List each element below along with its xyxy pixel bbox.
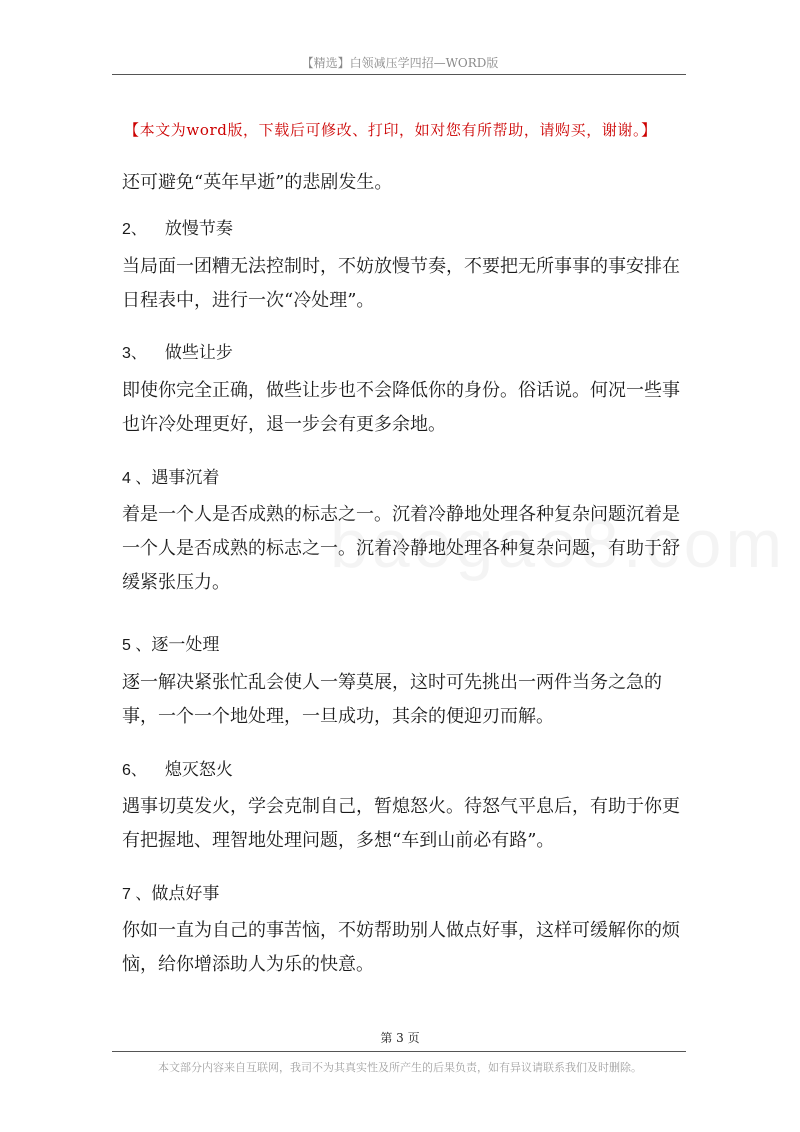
section-title: 熄灭怒火 <box>164 760 233 780</box>
section-paragraph-4: 着是一个人是否成熟的标志之一。沉着冷静地处理各种复杂问题沉着是一个人是否成熟的标志之一。沉着冷静地处理各种复杂问题，有助于舒缓紧张压力。 <box>122 504 680 593</box>
section-paragraph-5: 逐一解决紧张忙乱会使人一筹莫展，这时可先挑出一两件当务之急的事，一个一个地处理，一旦成功，其余的便迎刃而解。 <box>122 672 662 727</box>
download-notice: 【本文为word版，下载后可修改、打印，如对您有所帮助，请购买，谢谢。】 <box>124 121 657 139</box>
section-paragraph-6: 遇事切莫发火，学会克制自己，暂熄怒火。待怒气平息后，有助于你更有把握地、理智地处理问题，多想“车到山前必有路”。 <box>122 796 680 851</box>
section-title: 遇事沉着 <box>151 468 220 488</box>
section-heading-5 <box>122 630 219 655</box>
section-number: 3、 <box>122 345 147 362</box>
section-title: 做些让步 <box>164 343 233 363</box>
section-heading-3 <box>122 338 233 363</box>
section-title: 做点好事 <box>151 884 220 904</box>
section-paragraph-7: 你如一直为自己的事苦恼，不妨帮助别人做点好事，这样可缓解你的烦恼，给你增添助人为乐的快意。 <box>122 920 680 975</box>
footer-divider <box>112 1051 686 1052</box>
intro-paragraph: 还可避免“英年早逝”的悲剧发生。 <box>122 172 393 193</box>
section-number: 2、 <box>122 221 147 238</box>
disclaimer-note: 本文部分内容来自互联网，我司不为其真实性及所产生的后果负责，如有异议请联系我们及时删除。 <box>158 1061 642 1074</box>
header-title: 【精选】白领减压学四招—WORD版 <box>301 56 499 70</box>
section-heading-6 <box>122 755 233 780</box>
section-paragraph-2: 当局面一团糟无法控制时，不妨放慢节奏，不要把无所事事的事安排在日程表中，进行一次“冷处理”。 <box>122 256 680 311</box>
section-number: 4 、 <box>122 470 152 487</box>
section-title: 放慢节奏 <box>164 219 233 239</box>
section-number: 7 、 <box>122 886 152 903</box>
page-number: 第 3 页 <box>380 1031 420 1045</box>
section-heading-2 <box>122 214 233 239</box>
section-number: 6、 <box>122 762 147 779</box>
section-heading-4 <box>122 463 219 488</box>
section-paragraph-3: 即使你完全正确，做些让步也不会降低你的身份。俗话说。何况一些事也许冷处理更好，退一步会有更多余地。 <box>122 380 680 435</box>
section-title: 逐一处理 <box>151 635 220 655</box>
section-heading-7 <box>122 879 219 904</box>
section-number: 5 、 <box>122 637 152 654</box>
header-divider <box>112 74 686 75</box>
